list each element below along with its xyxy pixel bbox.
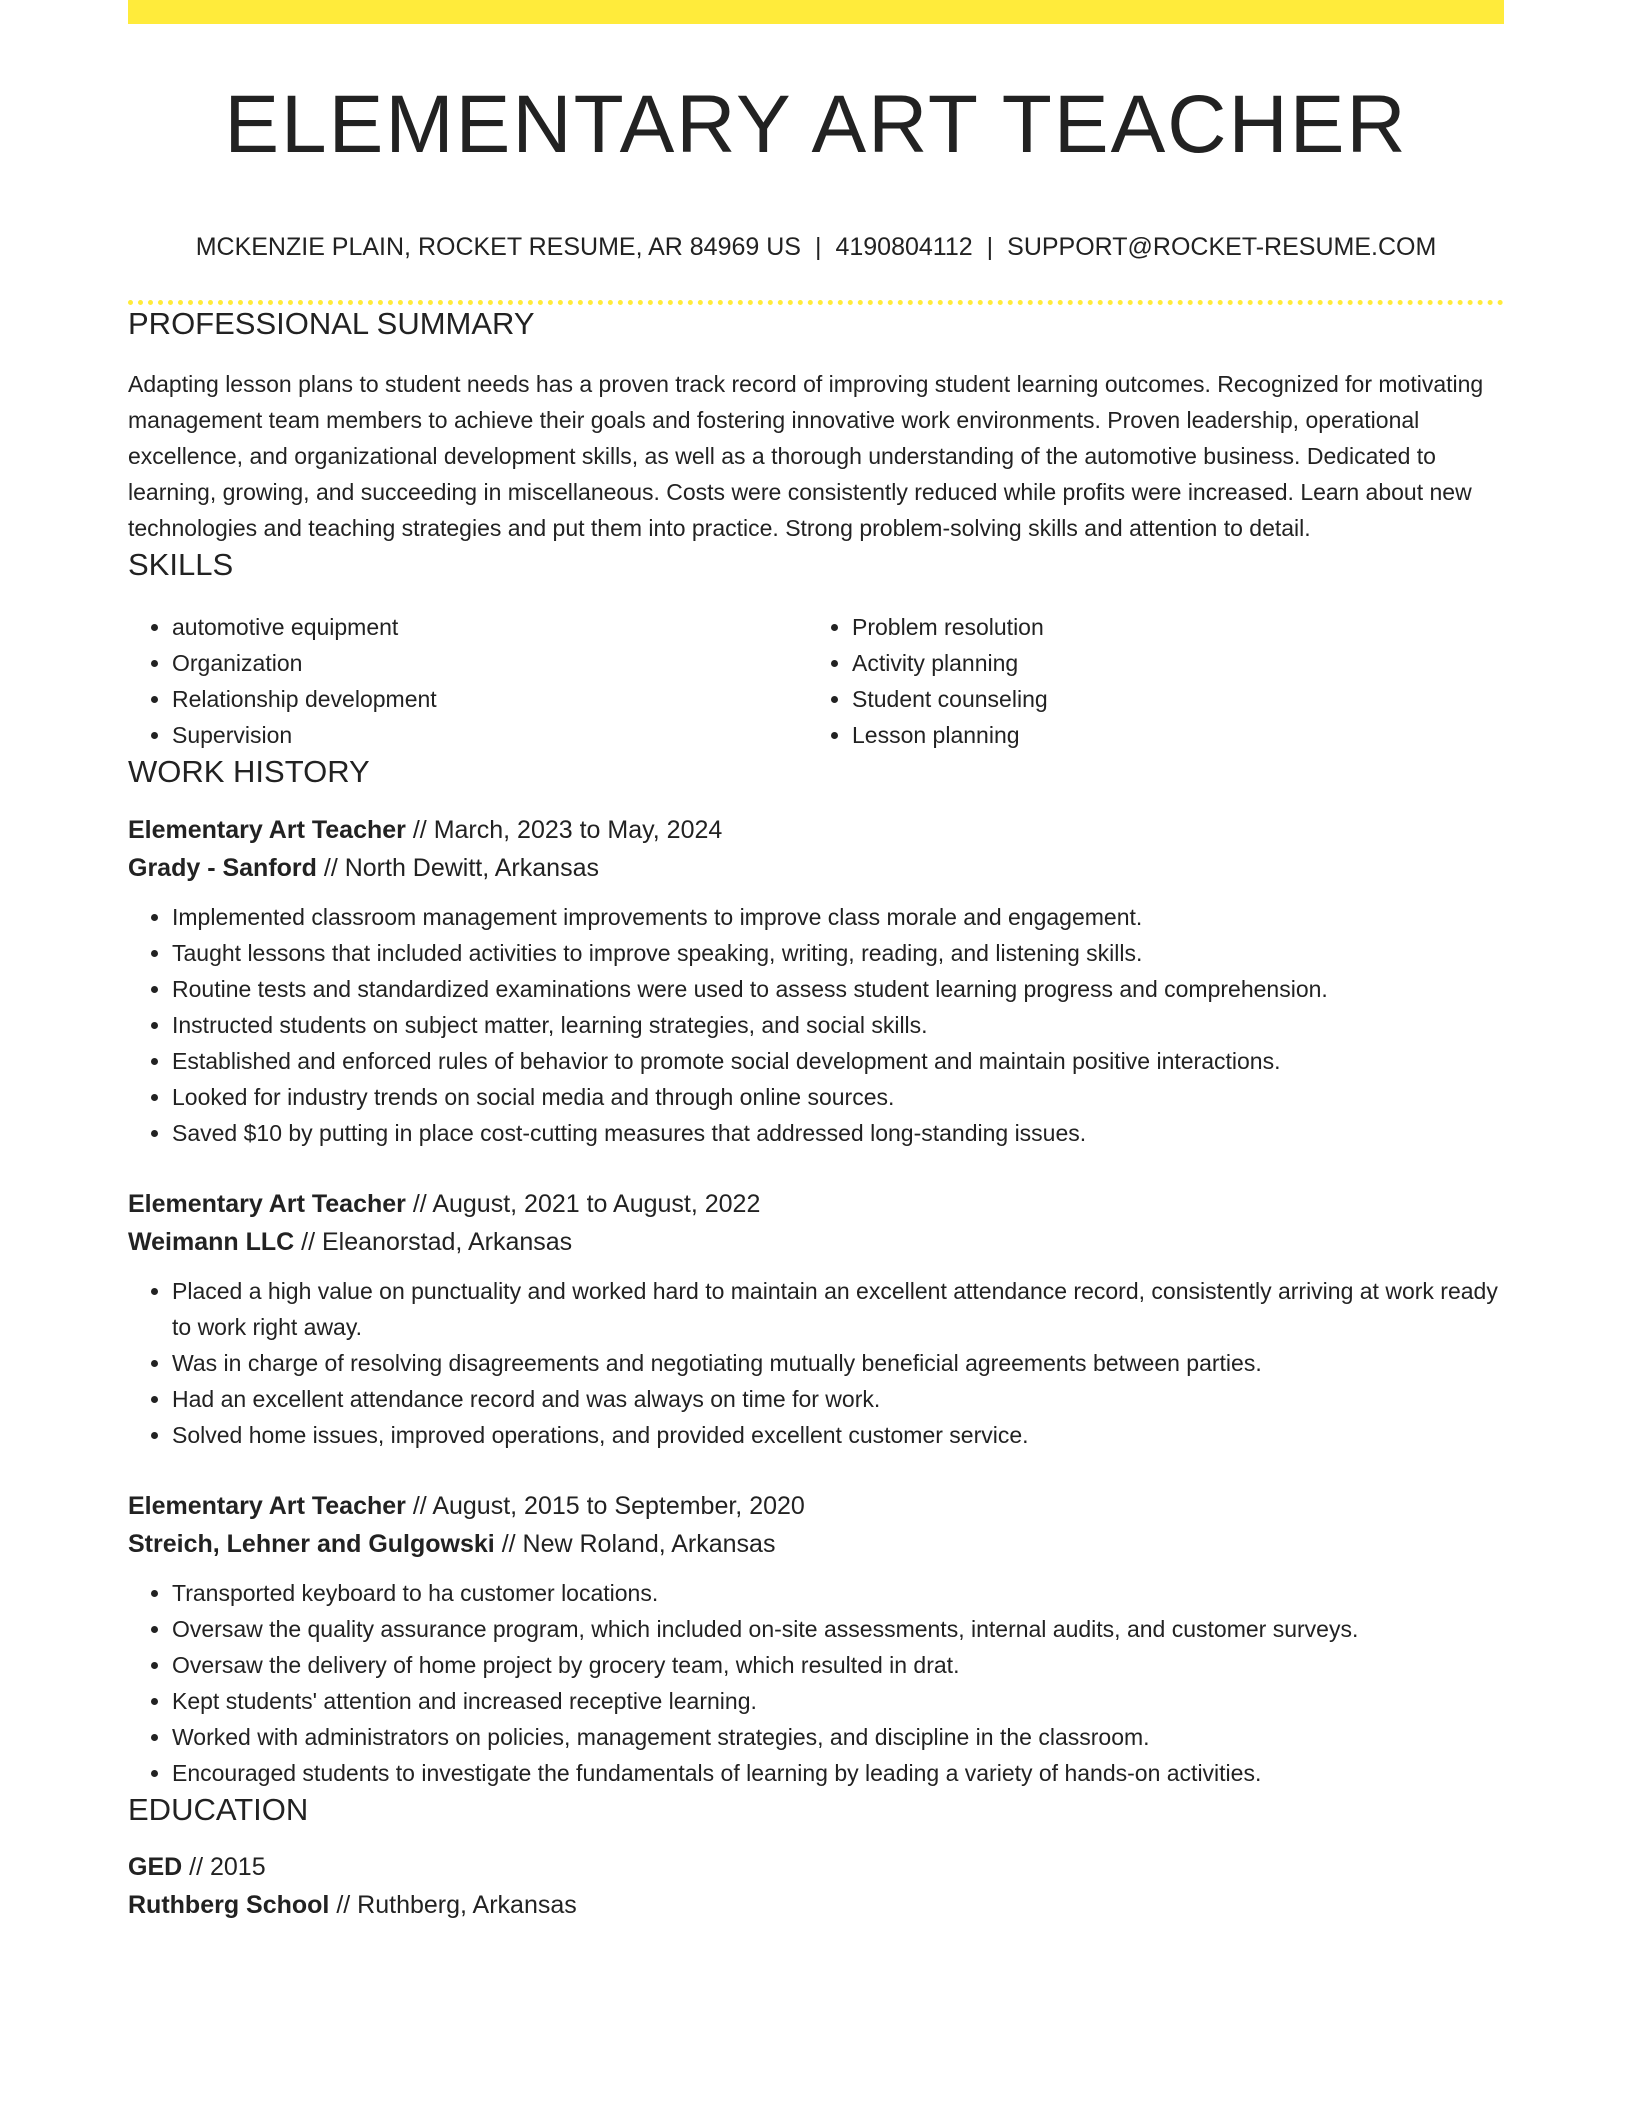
top-accent-bar xyxy=(128,0,1504,24)
job-entry xyxy=(128,1189,1504,1453)
job-bullet: • Oversaw the quality assurance program, which included on-site assessments, internal audits, and customer surveys. xyxy=(172,1611,1504,1647)
skill-item: • automotive equipment xyxy=(172,609,808,645)
skill-item: • Organization xyxy=(172,645,808,681)
job-bullet: • Taught lessons that included activities to improve speaking, writing, reading, and listening skills. xyxy=(172,935,1504,971)
education-degree: GED xyxy=(128,1852,183,1881)
job-bullet: • Looked for industry trends on social media and through online sources. xyxy=(172,1079,1504,1115)
education-heading: EDUCATION xyxy=(128,1791,309,1827)
job-bullet: • Worked with administrators on policies, management strategies, and discipline in the classroom. xyxy=(172,1719,1504,1755)
job-bullet: • Encouraged students to investigate the fundamentals of learning by leading a variety of hands-on activities. xyxy=(172,1755,1504,1791)
job-bullets xyxy=(128,1273,1504,1453)
job-dates: // March, 2023 to May, 2024 xyxy=(412,815,723,844)
job-bullet: • Was in charge of resolving disagreements and negotiating mutually beneficial agreements between parties. xyxy=(172,1345,1504,1381)
work-history-heading: WORK HISTORY xyxy=(128,754,370,790)
education-school-line xyxy=(128,1890,1504,1920)
job-title: Elementary Art Teacher xyxy=(128,1189,406,1218)
job-location: // North Dewitt, Arkansas xyxy=(323,853,599,882)
job-location: // Eleanorstad, Arkansas xyxy=(301,1227,573,1256)
job-company-line xyxy=(128,853,1504,883)
job-bullet: • Established and enforced rules of behavior to promote social development and maintain positive interactions. xyxy=(172,1043,1504,1079)
job-company: Streich, Lehner and Gulgowski xyxy=(128,1529,495,1558)
job-company: Weimann LLC xyxy=(128,1227,295,1256)
skill-item: • Problem resolution xyxy=(852,609,1488,645)
job-bullet: • Saved $10 by putting in place cost-cutting measures that addressed long-standing issues. xyxy=(172,1115,1504,1151)
education-location: // Ruthberg, Arkansas xyxy=(336,1890,577,1919)
job-bullet: • Had an excellent attendance record and was always on time for work. xyxy=(172,1381,1504,1417)
job-company-line xyxy=(128,1227,1504,1257)
job-title: Elementary Art Teacher xyxy=(128,1491,406,1520)
skills-columns xyxy=(128,609,1504,753)
job-title-line xyxy=(128,815,1504,845)
skill-item: • Relationship development xyxy=(172,681,808,717)
job-dates: // August, 2015 to September, 2020 xyxy=(412,1491,805,1520)
job-bullets xyxy=(128,899,1504,1151)
job-bullet: • Routine tests and standardized examinations were used to assess student learning progress and comprehension. xyxy=(172,971,1504,1007)
job-bullet: • Implemented classroom management improvements to improve class morale and engagement. xyxy=(172,899,1504,935)
skills-list-left xyxy=(128,609,808,753)
job-company: Grady - Sanford xyxy=(128,853,317,882)
job-dates: // August, 2021 to August, 2022 xyxy=(412,1189,761,1218)
job-bullet: • Oversaw the delivery of home project by grocery team, which resulted in drat. xyxy=(172,1647,1504,1683)
contact-separator: | xyxy=(814,233,822,261)
skill-item: • Supervision xyxy=(172,717,808,753)
skill-item: • Student counseling xyxy=(852,681,1488,717)
job-entry xyxy=(128,815,1504,1151)
education-entry xyxy=(128,1852,1504,1920)
job-bullet: • Placed a high value on punctuality and worked hard to maintain an excellent attendance record, consistently arriving at work ready to work right away. xyxy=(172,1273,1504,1345)
job-title-line xyxy=(128,1491,1504,1521)
education-year: // 2015 xyxy=(189,1852,266,1881)
job-bullet: • Instructed students on subject matter, learning strategies, and social skills. xyxy=(172,1007,1504,1043)
resume-name-heading: ELEMENTARY ART TEACHER xyxy=(224,79,1408,170)
job-company-line xyxy=(128,1529,1504,1559)
education-degree-line xyxy=(128,1852,1504,1882)
contact-address: MCKENZIE PLAIN, ROCKET RESUME, AR 84969 US xyxy=(195,233,801,261)
skill-item: • Activity planning xyxy=(852,645,1488,681)
education-school: Ruthberg School xyxy=(128,1890,330,1919)
job-entry xyxy=(128,1491,1504,1791)
contact-email: SUPPORT@ROCKET-RESUME.COM xyxy=(1007,233,1437,261)
skills-heading: SKILLS xyxy=(128,547,234,583)
skills-list-right xyxy=(808,609,1488,753)
contact-separator: | xyxy=(986,233,994,261)
job-bullet: • Kept students' attention and increased receptive learning. xyxy=(172,1683,1504,1719)
summary-heading: PROFESSIONAL SUMMARY xyxy=(128,306,535,341)
job-title-line xyxy=(128,1189,1504,1219)
skill-item: • Lesson planning xyxy=(852,717,1488,753)
job-bullet: • Solved home issues, improved operations, and provided excellent customer service. xyxy=(172,1417,1504,1453)
job-title: Elementary Art Teacher xyxy=(128,815,406,844)
contact-line xyxy=(128,232,1504,262)
job-location: // New Roland, Arkansas xyxy=(501,1529,776,1558)
job-bullet: • Transported keyboard to ha customer locations. xyxy=(172,1575,1504,1611)
summary-text: Adapting lesson plans to student needs has a proven track record of improving student learning outcomes. Recognized for motivating management team members to achieve their goals and fostering innovative work environments. Proven leadership, operational excellence, and organizational development skills, as well as a thorough understanding of the automotive business. Dedicated to learning, growing, and succeeding in miscellaneous. Costs were consistently reduced while profits were increased. Learn about new technologies and teaching strategies and put them into practice. Strong problem-solving skills and attention to detail. xyxy=(128,371,1484,542)
contact-phone: 4190804112 xyxy=(835,233,973,261)
job-bullets xyxy=(128,1575,1504,1791)
resume-page xyxy=(128,0,1504,1920)
